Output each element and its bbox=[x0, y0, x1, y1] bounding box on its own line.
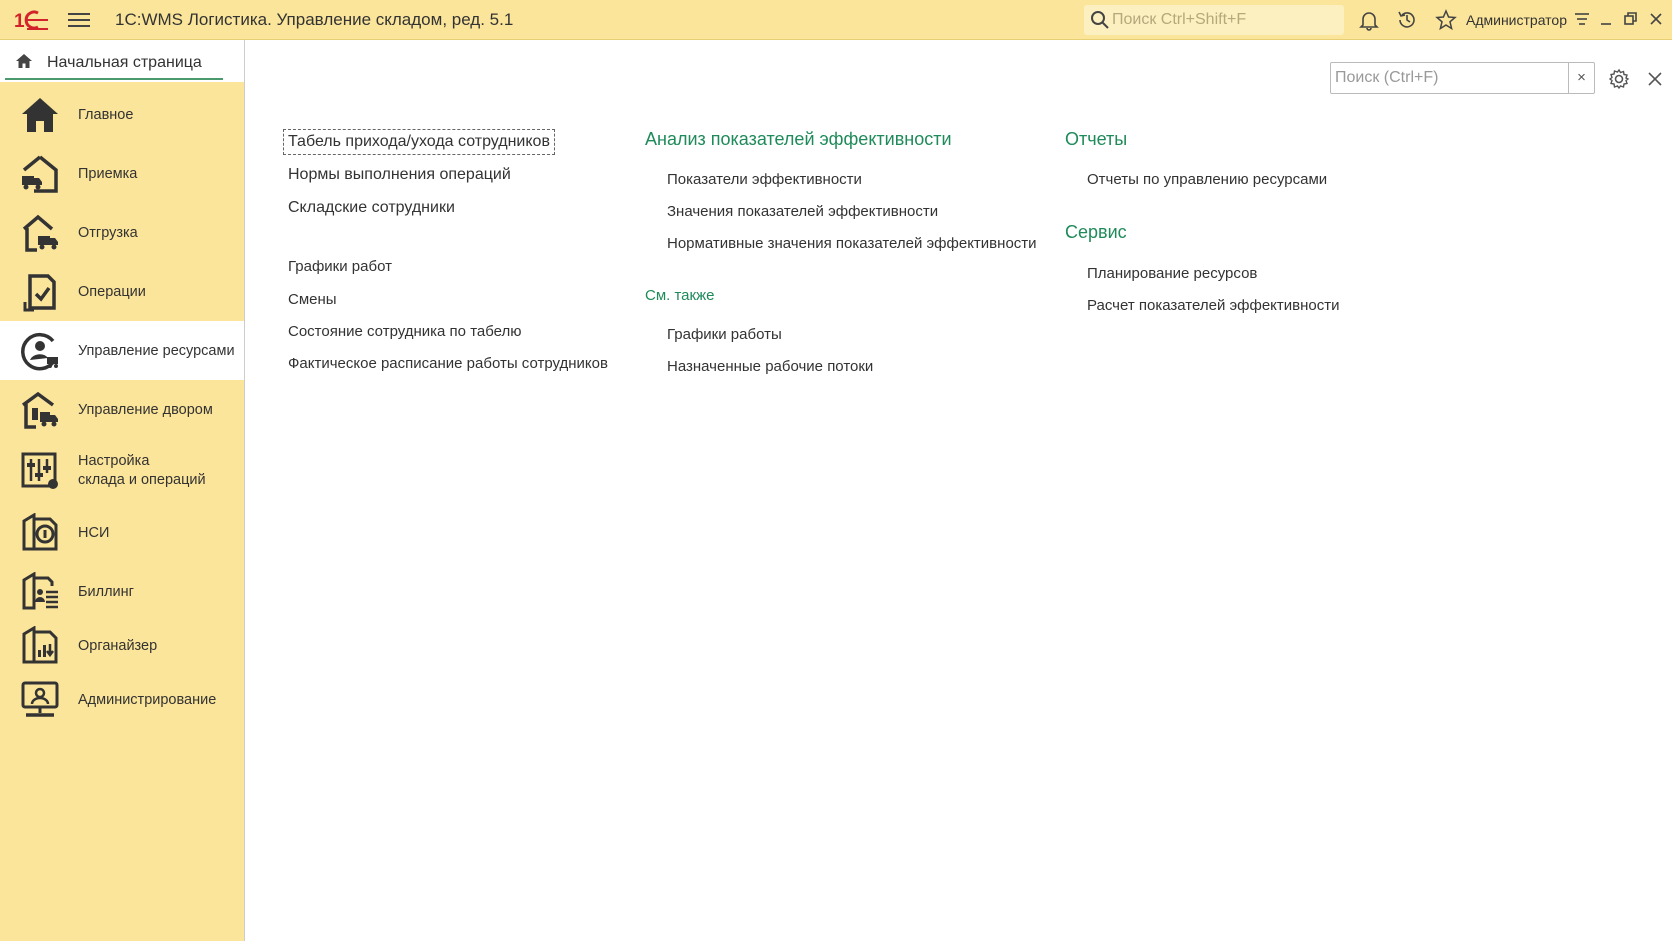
receiving-icon bbox=[20, 154, 60, 194]
link-operation-norms[interactable]: Нормы выполнения операций bbox=[288, 166, 511, 183]
sidebar-item-organizer[interactable]: Органайзер bbox=[0, 616, 244, 675]
link-work-schedules[interactable]: Графики работ bbox=[288, 258, 392, 275]
search-icon bbox=[1090, 10, 1110, 30]
sidebar-item-resources[interactable]: Управление ресурсами bbox=[0, 321, 244, 380]
operations-icon bbox=[20, 272, 60, 312]
link-efficiency-calculation[interactable]: Расчет показателей эффективности bbox=[1087, 297, 1340, 314]
gear-icon[interactable] bbox=[1608, 68, 1630, 90]
clear-search-button[interactable]: × bbox=[1568, 63, 1594, 93]
global-search[interactable] bbox=[1084, 5, 1344, 35]
main-menu-icon[interactable] bbox=[68, 9, 90, 31]
section-title-see-also: См. также bbox=[645, 287, 715, 304]
info-icon bbox=[20, 513, 60, 553]
sidebar-item-main[interactable]: Главное bbox=[0, 85, 244, 144]
link-efficiency-indicators[interactable]: Показатели эффективности bbox=[667, 171, 862, 188]
close-icon[interactable] bbox=[1646, 70, 1664, 88]
1c-logo-icon[interactable] bbox=[14, 8, 50, 32]
billing-icon bbox=[20, 572, 60, 612]
link-work-schedules-2[interactable]: Графики работы bbox=[667, 326, 782, 343]
link-warehouse-employees[interactable]: Складские сотрудники bbox=[288, 199, 455, 216]
minimize-icon[interactable] bbox=[1596, 9, 1616, 29]
global-search-input[interactable] bbox=[1112, 8, 1338, 32]
bell-icon[interactable] bbox=[1358, 9, 1380, 31]
link-indicator-values[interactable]: Значения показателей эффективности bbox=[667, 203, 939, 220]
link-shifts[interactable]: Смены bbox=[288, 291, 337, 308]
sidebar-item-yard[interactable]: Управление двором bbox=[0, 380, 244, 439]
tab-label: Начальная страница bbox=[47, 54, 202, 71]
user-menu-icon[interactable] bbox=[1572, 9, 1592, 29]
section-title-efficiency: Анализ показателей эффективности bbox=[645, 129, 952, 149]
sidebar-item-shipping[interactable]: Отгрузка bbox=[0, 203, 244, 262]
link-employee-state[interactable]: Состояние сотрудника по табелю bbox=[288, 323, 522, 340]
sidebar-item-receiving[interactable]: Приемка bbox=[0, 144, 244, 203]
link-resource-reports[interactable]: Отчеты по управлению ресурсами bbox=[1087, 171, 1328, 188]
section-title-service: Сервис bbox=[1065, 222, 1127, 242]
yard-icon bbox=[20, 390, 60, 430]
user-name[interactable]: Администратор bbox=[1466, 12, 1568, 28]
resources-icon bbox=[20, 331, 60, 371]
svg-text:1: 1 bbox=[14, 11, 25, 32]
sidebar-item-warehouse-settings[interactable]: Настройка склада и операций bbox=[0, 439, 244, 503]
tab-bar bbox=[0, 40, 245, 82]
tab-home-page[interactable] bbox=[5, 44, 223, 80]
link-actual-schedule[interactable]: Фактическое расписание работы сотрудников bbox=[288, 355, 608, 372]
sidebar-item-administration[interactable]: Администрирование bbox=[0, 670, 244, 729]
organizer-icon bbox=[20, 626, 60, 666]
restore-icon[interactable] bbox=[1620, 9, 1640, 29]
link-time-sheet[interactable]: Табель прихода/ухода сотрудников bbox=[283, 129, 555, 155]
close-window-icon[interactable] bbox=[1646, 9, 1666, 29]
app-title: 1С:WMS Логистика. Управление складом, ред. 5.1 bbox=[115, 10, 514, 29]
section-search[interactable] bbox=[1330, 62, 1595, 94]
link-resource-planning[interactable]: Планирование ресурсов bbox=[1087, 265, 1258, 282]
settings-icon bbox=[20, 451, 60, 491]
sidebar-item-operations[interactable]: Операции bbox=[0, 262, 244, 321]
link-assigned-workflows[interactable]: Назначенные рабочие потоки bbox=[667, 358, 874, 375]
star-icon[interactable] bbox=[1435, 9, 1457, 31]
history-icon[interactable] bbox=[1396, 9, 1418, 31]
admin-icon bbox=[20, 680, 60, 720]
title-bar bbox=[0, 0, 1672, 40]
shipping-icon bbox=[20, 213, 60, 253]
sidebar bbox=[0, 82, 245, 941]
link-normative-values[interactable]: Нормативные значения показателей эффективности bbox=[667, 235, 1037, 252]
section-search-input[interactable] bbox=[1335, 66, 1555, 90]
home-icon bbox=[15, 53, 33, 69]
section-title-reports: Отчеты bbox=[1065, 129, 1128, 149]
home-icon bbox=[20, 95, 60, 135]
sidebar-item-nsi[interactable]: НСИ bbox=[0, 503, 244, 562]
sidebar-item-billing[interactable]: Биллинг bbox=[0, 562, 244, 621]
